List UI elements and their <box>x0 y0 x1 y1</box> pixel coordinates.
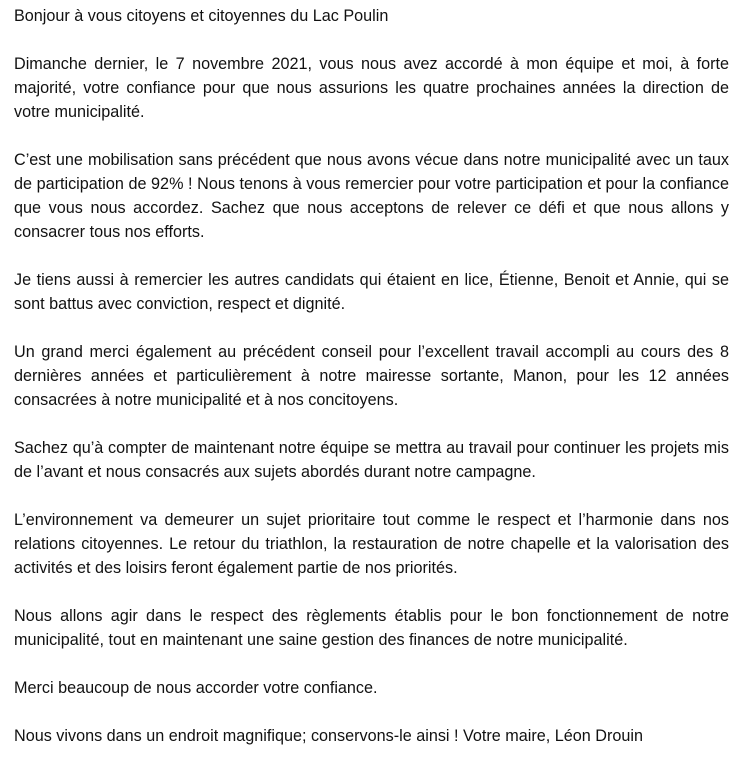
paragraph-regulations: Nous allons agir dans le respect des règlements établis pour le bon fonctionnement de notre municipalité, tout en maintenant une saine gestion des finances de notre municipalité. <box>14 607 729 649</box>
paragraph-thanks-council: Un grand merci également au précédent conseil pour l’excellent travail accompli au cours des 8 dernières années et particulièrement à notre mairesse sortante, Manon, pour les 12 années consacrées à notre municipalité et à nos concitoyens. <box>14 343 729 409</box>
paragraph-thanks-candidates: Je tiens aussi à remercier les autres candidats qui étaient en lice, Étienne, Benoit et Annie, qui se sont battus avec conviction, respect et dignité. <box>14 271 729 313</box>
paragraph-election: Dimanche dernier, le 7 novembre 2021, vous nous avez accordé à mon équipe et moi, à forte majorité, votre confiance pour que nous assurions les quatre prochaines années la direction de votre municipalité. <box>14 55 729 121</box>
paragraph-projects: Sachez qu’à compter de maintenant notre équipe se mettra au travail pour continuer les projets mis de l’avant et nous consacrés aux sujets abordés durant notre campagne. <box>14 439 729 481</box>
greeting: Bonjour à vous citoyens et citoyennes du Lac Poulin <box>14 7 389 25</box>
paragraph-confidence: Merci beaucoup de nous accorder votre confiance. <box>14 679 378 697</box>
paragraph-priorities: L’environnement va demeurer un sujet prioritaire tout comme le respect et l’harmonie dans nos relations citoyennes. Le retour du triathlon, la restauration de notre chapelle et la valorisation des activités et des loisirs feront également partie de nos priorités. <box>14 511 729 577</box>
paragraph-mobilization: C’est une mobilisation sans précédent que nous avons vécue dans notre municipalité avec un taux de participation de 92% ! Nous tenons à vous remercier pour votre participation et pour la confiance que vous nous accordez. Sachez que nous acceptons de relever ce défi et que nous allons y consacrer tous nos efforts. <box>14 151 729 241</box>
closing-signature: Nous vivons dans un endroit magnifique; conservons-le ainsi ! Votre maire, Léon Drouin <box>14 727 643 745</box>
